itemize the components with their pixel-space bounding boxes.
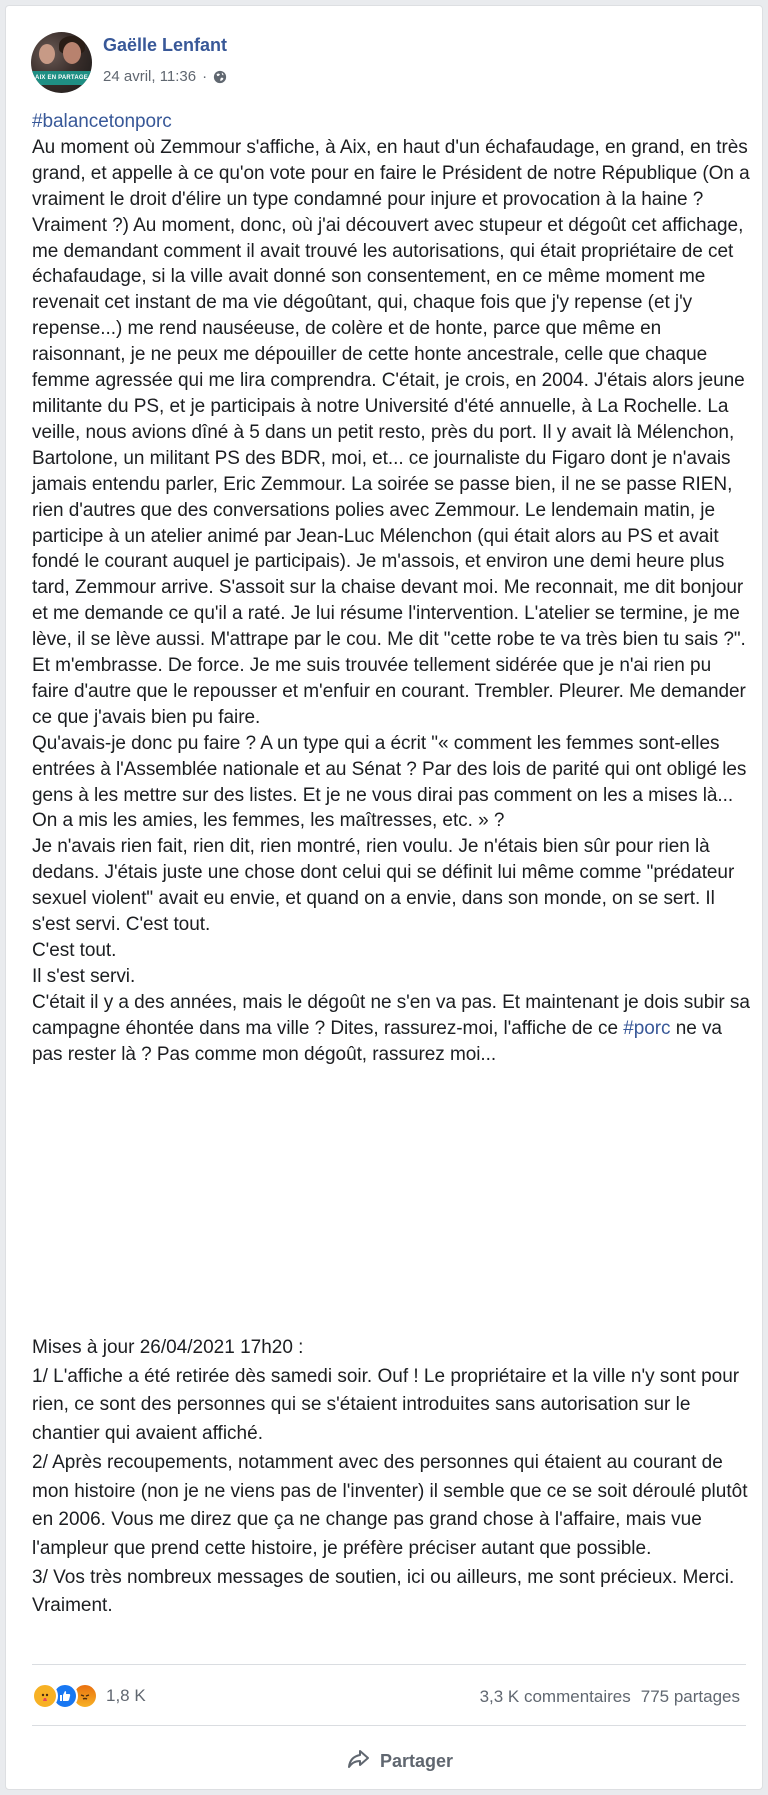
author-avatar[interactable] — [31, 32, 92, 93]
comments-count[interactable]: 3,3 K commentaires — [479, 1687, 631, 1706]
post-meta — [103, 68, 227, 85]
avatar-face — [63, 42, 81, 64]
author-name[interactable]: Gaëlle Lenfant — [103, 35, 228, 55]
share-button[interactable] — [346, 1744, 453, 1778]
inline-hashtag-link[interactable]: #porc — [623, 1017, 671, 1039]
reactions-summary[interactable] — [32, 1683, 146, 1709]
post-body-text-end: ne va pas rester là ? Pas comme mon dégoût, rassurez moi... — [32, 1017, 728, 1065]
shares-count[interactable]: 775 partages — [640, 1687, 740, 1706]
post-body-text: Au moment où Zemmour s'affiche, à Aix, en haut d'un échafaudage, en grand, en très grand, et appelle à ce qu'on vote pour en faire le Président de notre République (On a vraiment le droit d'élire un type condamné pour injure et provocation à la haine ? Vraiment ?) Au moment, donc, où j'ai découvert avec stupeur et dégoût cet affichage, me demandant comment il avait trouvé les autorisations, qui était propriétaire de cet échafaudage, si la ville avait donné son consentement, en ce même moment me revenait cet instant de ma vie dégoûtant, qui, chaque fois que j'y repense (et j'y repense...) me rend nauséeuse, de colère et de honte, parce que même en raisonnant, je ne peux me dépouiller de cette honte ancestrale, celle que chaque femme agressée qui me lira comprendra. C'était, je crois, en 2004. J'étais alors jeune militante du PS, et je participais à notre Université d'été annuelle, à La Rochelle. La veille, nous avions dîné à 5 dans un petit resto, près du port. Il y avait là Mélenchon, Bartolone, un militant PS des BDR, moi, et... ce journaliste du Figaro dont je n'avais jamais entendu parler, Eric Zemmour. La soirée se passe bien, il ne se passe RIEN, rien d'autres que des conversations polies avec Zemmour. Le lendemain matin, je participe à un atelier animé par Jean-Luc Mélenchon (qui était alors au PS et avait fondé le courant auquel je participais). Je m'assois, et environ une demi heure plus tard, Zemmour arrive. S'assoit sur la chaise devant moi. Me reconnait, me dit bonjour et me demande ce qu'il a raté. Je lui résume l'intervention. L'atelier se termine, je me lève, il se lève aussi. M'attrape par le cou. Me dit "cette robe te va très bien tu sais ?". Et m'embrasse. De force. Je me suis trouvée tellement sidérée que je n'ai rien pu faire d'autre que le repousser et m'enfuir en courant. Trembler. Pleurer. Me demander ce que j'avais bien pu faire. Qu'avais-je donc pu faire ? A un type qui a écrit "« comment les femmes sont-elles entrées à l'Assemblée nationale et au Sénat ? Par des lois de parité qui ont obligé les gens à les mettre sur des listes. Et je ne vous dirai pas comment on les a mises là... On a mis les amies, les femmes, les maîtresses, etc. » ? Je n'avais rien fait, rien dit, rien montré, rien voulu. Je n'étais bien sûr pour rien là dedans. J'étais juste une chose dont celui qui se définit lui même comme "prédateur sexuel violent" avait eu envie, et quand on a envie, dans son monde, on se sert. Il s'est servi. C'est tout. C'est tout. Il s'est servi. C'était il y a des années, mais le dégoût ne s'en va pas. Et maintenant je dois subir sa campagne éhontée dans ma ville ? Dites, rassurez-moi, l'affiche de ce — [32, 136, 750, 1039]
post-header — [26, 26, 726, 90]
meta-separator: · — [202, 68, 208, 85]
post-timestamp[interactable]: 24 avril, 11:36 — [103, 68, 197, 85]
share-label: Partager — [380, 1750, 454, 1771]
globe-icon[interactable] — [213, 70, 227, 84]
post-update-text: Mises à jour 26/04/2021 17h20 : 1/ L'affiche a été retirée dès samedi soir. Ouf ! Le propriétaire et la ville n'y sont pour rien, ce sont des personnes qui se s'étaient introduites sans autorisation sur le chantier qui avaient affiché. 2/ Après recoupements, notamment avec des personnes qui étaient au courant de mon histoire (non je ne viens pas de l'inventer) il semble que ce se soit déroulé plutôt en 2006. Vous me direz que ça ne change pas grand chose à l'affaire, mais vue l'ampleur que prend cette histoire, je préfère préciser autant que possible. 3/ Vos très nombreux messages de soutien, ici ou ailleurs, me sont précieux. Merci. Vraiment. — [32, 1337, 748, 1617]
divider — [32, 1664, 746, 1665]
post-body — [32, 109, 752, 1068]
post-card — [5, 5, 763, 1790]
avatar-face — [39, 44, 55, 64]
avatar-banner: AIX EN PARTAGE — [31, 71, 92, 85]
care-icon — [32, 1683, 58, 1709]
post-stats — [480, 1687, 740, 1707]
hashtag-link[interactable]: #balancetonporc — [32, 111, 172, 132]
divider — [32, 1725, 746, 1726]
reactions-count[interactable]: 1,8 K — [106, 1686, 146, 1705]
share-icon — [346, 1748, 370, 1775]
